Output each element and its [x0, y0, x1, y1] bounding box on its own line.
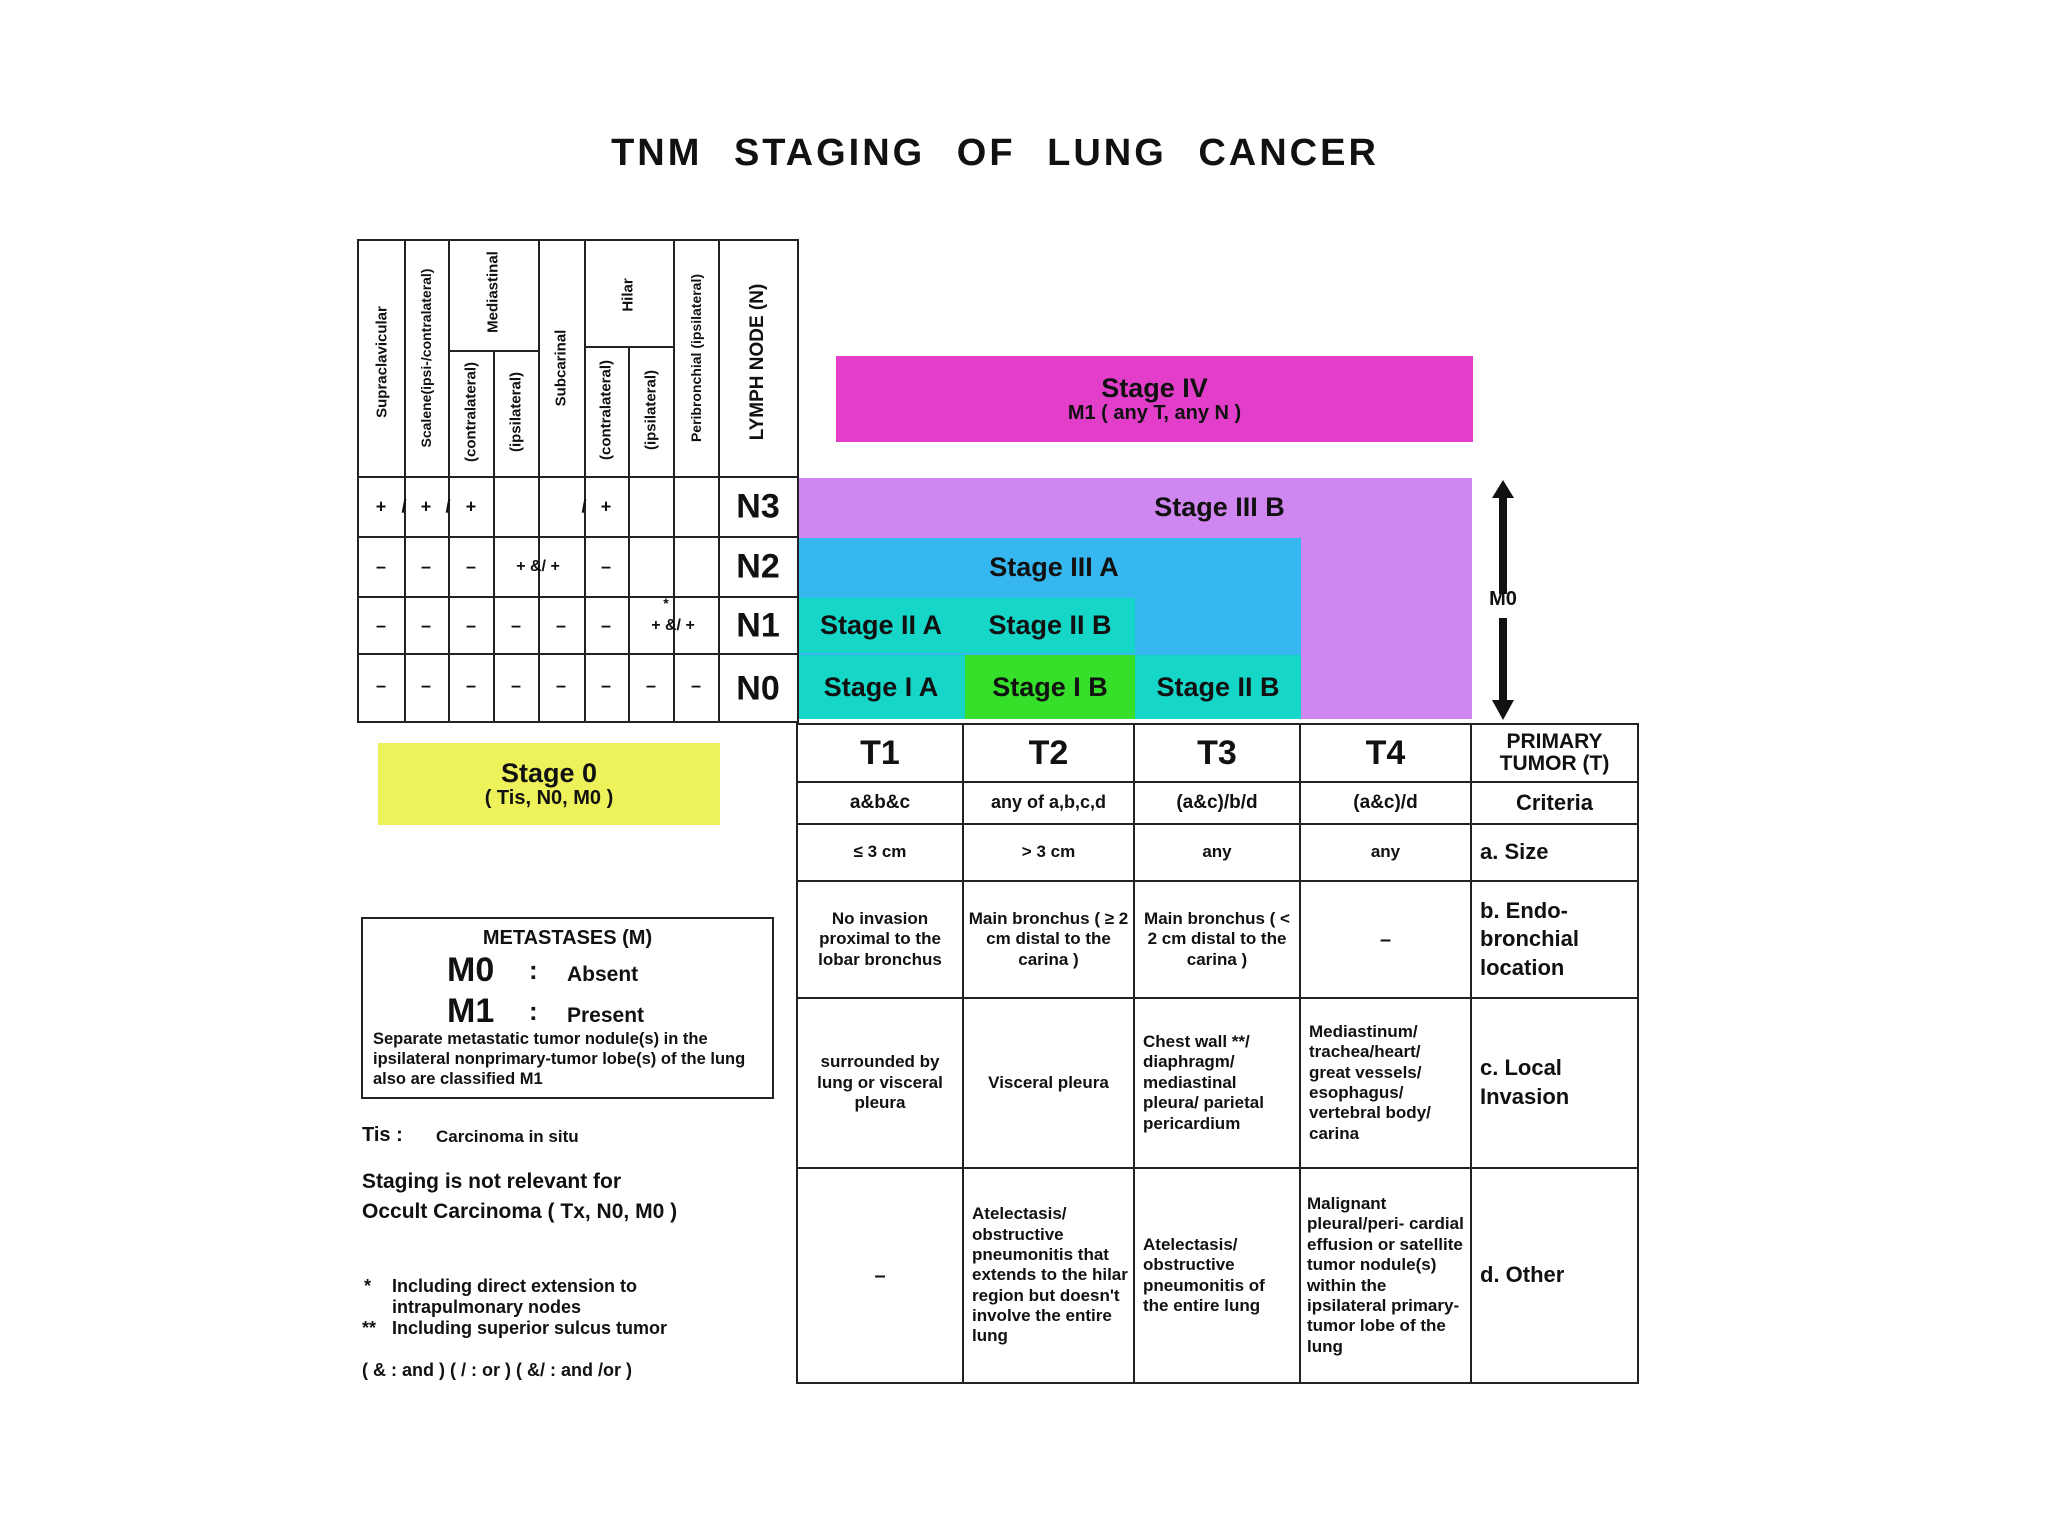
stage-ia-region	[797, 655, 965, 719]
metastases-box	[361, 917, 774, 1099]
row-label-n0: N0	[736, 669, 780, 708]
m1-label: M1	[447, 992, 495, 1030]
t3-header: T3	[1197, 733, 1237, 772]
n3-hilar-contra: +	[600, 496, 612, 517]
n3-mediastinal-contra: +	[465, 496, 477, 517]
row-label-n2: N2	[736, 547, 780, 586]
t2-local-invasion: Visceral pleura	[988, 1072, 1109, 1092]
n1-hilar-peribronchial: + &/ +	[651, 617, 695, 634]
n0-c8: –	[690, 675, 702, 696]
t4-other: Malignant pleural/peri- cardial effusion or satellite tumor nodule(s) within the ipsilateral primary-tumor lobe of the lung	[1307, 1193, 1464, 1356]
footnote1-text: Including direct extension to intrapulmonary nodes	[392, 1276, 638, 1317]
stage-iv-sub: M1 ( any T, any N )	[1067, 401, 1242, 424]
n0-c1: –	[375, 675, 387, 696]
m0-text: Absent	[567, 963, 639, 986]
t4-criteria: (a&c)/d	[1353, 791, 1418, 813]
col-mediastinal-contralateral: (contralateral)	[462, 361, 480, 463]
t2-other: Atelectasis/ obstructive pneumonitis that extends to the hilar region but doesn't involve the entire lung	[972, 1204, 1128, 1346]
n0-c7: –	[645, 675, 657, 696]
n1-supraclavicular: –	[375, 615, 387, 636]
other-label: d. Other	[1480, 1262, 1565, 1288]
n0-c3: –	[465, 675, 477, 696]
n0-c6: –	[600, 675, 612, 696]
symbol-legend: ( & : and ) ( / : or ) ( &/ : and /or )	[362, 1360, 632, 1380]
m0-label: M0	[447, 951, 495, 989]
col-peribronchial: Peribronchial (ipsilateral)	[688, 273, 704, 443]
t2-header: T2	[1028, 733, 1069, 772]
m0-colon: :	[529, 955, 538, 985]
n2-scalene: –	[420, 556, 432, 577]
m1-note: Separate metastatic tumor nodule(s) in the ipsilateral nonprimary-tumor lobe(s) of the lung also are classified M1	[373, 1030, 746, 1089]
m1-colon: :	[529, 996, 538, 1026]
t1-other: –	[874, 1264, 886, 1287]
t2-endobronchial: Main bronchus ( ≥ 2 cm distal to the carina )	[968, 908, 1129, 969]
col-hilar-ipsilateral: (ipsilateral)	[642, 369, 660, 451]
n2-hilar-contra: –	[600, 556, 612, 577]
t1-criteria: a&b&c	[849, 791, 911, 813]
n3-scalene: +	[420, 496, 432, 517]
t1-size: ≤ 3 cm	[853, 842, 907, 862]
n0-c4: –	[510, 675, 522, 696]
stage-iiib-label: Stage III B	[1154, 492, 1285, 522]
t3-other: Atelectasis/ obstructive pneumonitis of the entire lung	[1143, 1234, 1265, 1315]
n1-scalene: –	[420, 615, 432, 636]
t1-endobronchial: No invasion proximal to the lobar bronchus	[818, 908, 942, 969]
footnote1-mark: *	[364, 1276, 372, 1296]
col-supraclavicular: Supraclavicular	[373, 306, 391, 418]
stage-ia-label: Stage I A	[823, 671, 939, 702]
n1-mediastinal-ipsi: –	[510, 615, 522, 636]
col-scalene: Scalene(ipsi-/contralateral)	[418, 268, 434, 448]
footnote2-text: Including superior sulcus tumor	[392, 1318, 668, 1338]
stage-ib-region	[965, 655, 1135, 719]
t4-size: any	[1370, 842, 1401, 862]
m0-arrow-label: M0	[1489, 588, 1517, 610]
t3-size: any	[1202, 842, 1232, 862]
stage-iiia-label: Stage III A	[989, 552, 1119, 582]
t4-local-invasion: Mediastinum/ trachea/heart/ great vessels/ esophagus/ vertebral body/ carina	[1309, 1021, 1431, 1143]
n1-subcarinal: –	[555, 615, 567, 636]
t4-endobronchial: –	[1379, 928, 1392, 951]
stage-iia-region	[797, 598, 965, 653]
primary-tumor-header: PRIMARY TUMOR (T)	[1499, 729, 1610, 775]
stage-iib-n1-label: Stage II B	[988, 610, 1112, 640]
n2-ipsi-subcarinal: + &/ +	[516, 558, 560, 575]
stage-iv-box	[836, 356, 1473, 442]
stage-0-title: Stage 0	[500, 758, 598, 789]
page-title: TNM STAGING OF LUNG CANCER	[611, 132, 1379, 174]
stage-0-sub: ( Tis, N0, M0 )	[484, 786, 614, 809]
col-hilar-contralateral: (contralateral)	[597, 359, 615, 461]
n2-supraclavicular: –	[375, 556, 387, 577]
criteria-label: Criteria	[1515, 789, 1594, 815]
stage-iib-n0-label: Stage II B	[1156, 671, 1280, 702]
t1-header: T1	[860, 733, 900, 772]
n1-hilar-contra: –	[600, 615, 612, 636]
stage-ib-label: Stage I B	[992, 671, 1108, 702]
tis-label: Tis :	[362, 1124, 403, 1146]
size-label: a. Size	[1480, 839, 1549, 865]
stage-iib-n0-region	[1135, 655, 1301, 719]
t1-local-invasion: surrounded by lung or visceral pleura	[817, 1052, 943, 1113]
col-mediastinal-ipsilateral: (ipsilateral)	[507, 371, 525, 453]
n3-or-1: /	[401, 496, 407, 517]
tis-text: Carcinoma in situ	[436, 1127, 579, 1146]
local-invasion-label: c. Local Invasion	[1480, 1055, 1570, 1109]
n3-supraclavicular: +	[375, 496, 387, 517]
t2-criteria: any of a,b,c,d	[990, 792, 1107, 813]
stage-iib-n1-region	[965, 598, 1135, 653]
metastases-title: METASTASES (M)	[482, 927, 653, 949]
lymph-node-header: LYMPH NODE (N)	[747, 283, 768, 441]
n0-c5: –	[555, 675, 567, 696]
stage-iia-label: Stage II A	[819, 610, 943, 640]
t3-endobronchial: Main bronchus ( < 2 cm distal to the carina )	[1144, 908, 1290, 969]
occult-line2: Occult Carcinoma ( Tx, N0, M0 )	[362, 1200, 678, 1223]
n0-c2: –	[420, 675, 432, 696]
n3-or-3: /	[581, 496, 587, 517]
row-label-n1: N1	[736, 606, 780, 645]
n2-mediastinal-contra: –	[465, 556, 477, 577]
t4-header: T4	[1365, 733, 1406, 772]
row-label-n3: N3	[736, 487, 780, 526]
endobronchial-label: b. Endo- bronchial location	[1480, 897, 1580, 980]
t3-criteria: (a&c)/b/d	[1176, 791, 1258, 813]
n3-or-2: /	[445, 496, 451, 517]
stage-iv-title: Stage IV	[1101, 373, 1208, 404]
group-hilar: Hilar	[619, 278, 637, 312]
n1-mediastinal-contra: –	[465, 615, 477, 636]
footnote2-mark: **	[362, 1318, 377, 1338]
t3-local-invasion: Chest wall **/ diaphragm/ mediastinal pleura/ parietal pericardium	[1143, 1032, 1264, 1133]
n1-footnote-mark: *	[663, 595, 669, 611]
t2-size: > 3 cm	[1021, 842, 1076, 862]
m1-text: Present	[567, 1004, 645, 1027]
stage-0-box	[378, 743, 720, 825]
occult-line1: Staging is not relevant for	[362, 1170, 622, 1193]
group-mediastinal: Mediastinal	[484, 251, 502, 333]
col-subcarinal: Subcarinal	[552, 329, 570, 407]
